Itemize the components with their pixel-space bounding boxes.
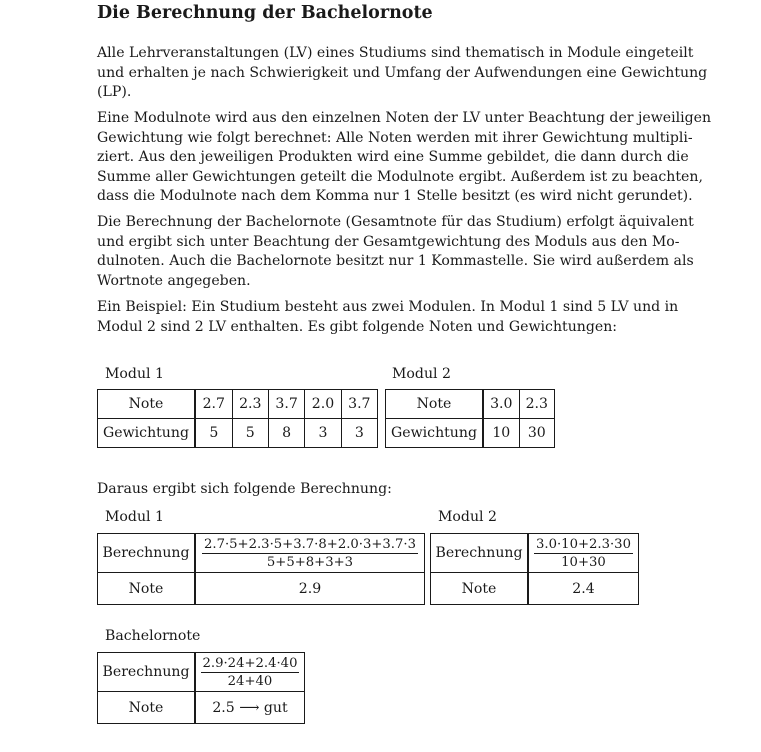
calc-formula xyxy=(195,534,425,573)
modul2-table xyxy=(385,389,555,448)
text-line: dulnoten. Auch die Bachelornote besitzt nur 1 Kommastelle. Sie wird außerdem als xyxy=(97,253,694,270)
denominator: 5+5+8+3+3 xyxy=(266,554,354,570)
numerator: 2.9·24+2.4·40 xyxy=(202,655,298,671)
note-label: Note xyxy=(386,390,484,419)
weight-label: Gewichtung xyxy=(98,419,196,448)
text-line: Alle Lehrveranstaltungen (LV) eines Studiums sind thematisch in Module eingeteilt xyxy=(97,45,694,61)
text-line: Gewichtung wie folgt berechnet: Alle Noten werden mit ihrer Gewichtung multipli- xyxy=(97,129,693,146)
grade-cell: 3.0 xyxy=(483,390,519,419)
calc-label: Berechnung xyxy=(431,534,529,573)
modul1-table xyxy=(97,389,378,448)
note-label: Note xyxy=(431,573,529,605)
calc-label: Berechnung xyxy=(98,534,196,573)
weight-cell: 3 xyxy=(341,419,377,448)
text-line: Wortnote angegeben. xyxy=(97,272,251,289)
note-label: Note xyxy=(98,573,196,605)
text-line: Die Berechnung der Bachelornote (Gesamtnote für das Studium) erfolgt äquivalent xyxy=(97,214,694,230)
weight-cell: 5 xyxy=(195,419,232,448)
grade-cell: 3.7 xyxy=(268,390,304,419)
text-line: Summe aller Gewichtungen geteilt die Modulnote ergibt. Außerdem ist zu beachten, xyxy=(97,168,703,185)
paragraph-intro xyxy=(97,44,708,103)
paragraph-bachelornote xyxy=(97,213,694,291)
weight-cell: 8 xyxy=(268,419,304,448)
calc1-caption: Modul 1 xyxy=(105,509,164,525)
result-cell: 2.9 xyxy=(195,573,425,605)
fraction xyxy=(202,537,418,570)
result-cell: 2.5 ⟶ gut xyxy=(195,692,305,724)
bachelor-caption: Bachelornote xyxy=(105,628,201,644)
grade-cell: 2.0 xyxy=(305,390,341,419)
calc1-table xyxy=(97,533,425,605)
note-label: Note xyxy=(98,692,196,724)
fraction xyxy=(201,656,300,689)
weight-cell: 30 xyxy=(519,419,554,448)
text-line: Ein Beispiel: Ein Studium besteht aus zwei Modulen. In Modul 1 sind 5 LV und in xyxy=(97,299,679,315)
grade-cell: 2.3 xyxy=(519,390,554,419)
paragraph-beispiel xyxy=(97,298,679,337)
text-line: und erhalten je nach Schwierigkeit und Umfang der Aufwendungen eine Gewichtung xyxy=(97,64,708,81)
calc-intro: Daraus ergibt sich folgende Berechnung: xyxy=(97,481,392,497)
grade-cell: 3.7 xyxy=(341,390,377,419)
numerator: 2.7·5+2.3·5+3.7·8+2.0·3+3.7·3 xyxy=(204,536,416,552)
grade-cell: 2.3 xyxy=(232,390,268,419)
calc-formula xyxy=(528,534,639,573)
text-line: (LP). xyxy=(97,84,132,101)
text-line: dass die Modulnote nach dem Komma nur 1 Stelle besitzt (es wird nicht gerundet). xyxy=(97,188,693,205)
calc-label: Berechnung xyxy=(98,653,196,692)
weight-cell: 3 xyxy=(305,419,341,448)
calc2-table xyxy=(430,533,639,605)
text-line: und ergibt sich unter Beachtung der Gesamtgewichtung des Moduls aus den Mo- xyxy=(97,233,680,250)
denominator: 24+40 xyxy=(227,673,273,689)
weight-cell: 5 xyxy=(232,419,268,448)
text-line: Eine Modulnote wird aus den einzelnen Noten der LV unter Beachtung der jeweiligen xyxy=(97,110,712,126)
fraction xyxy=(534,537,633,570)
numerator: 3.0·10+2.3·30 xyxy=(536,536,631,552)
modul2-caption: Modul 2 xyxy=(392,366,451,382)
page-title: Die Berechnung der Bachelornote xyxy=(97,3,433,23)
weight-label: Gewichtung xyxy=(386,419,484,448)
paragraph-modulnote xyxy=(97,109,712,207)
text-line: Modul 2 sind 2 LV enthalten. Es gibt folgende Noten und Gewichtungen: xyxy=(97,318,618,335)
denominator: 10+30 xyxy=(561,554,606,570)
calc-formula xyxy=(195,653,305,692)
note-label: Note xyxy=(98,390,196,419)
result-cell: 2.4 xyxy=(528,573,639,605)
grade-cell: 2.7 xyxy=(195,390,232,419)
weight-cell: 10 xyxy=(483,419,519,448)
text-line: ziert. Aus den jeweiligen Produkten wird eine Summe gebildet, die dann durch die xyxy=(97,149,689,166)
modul1-caption: Modul 1 xyxy=(105,366,164,382)
calc2-caption: Modul 2 xyxy=(438,509,497,525)
bachelor-table xyxy=(97,652,305,724)
